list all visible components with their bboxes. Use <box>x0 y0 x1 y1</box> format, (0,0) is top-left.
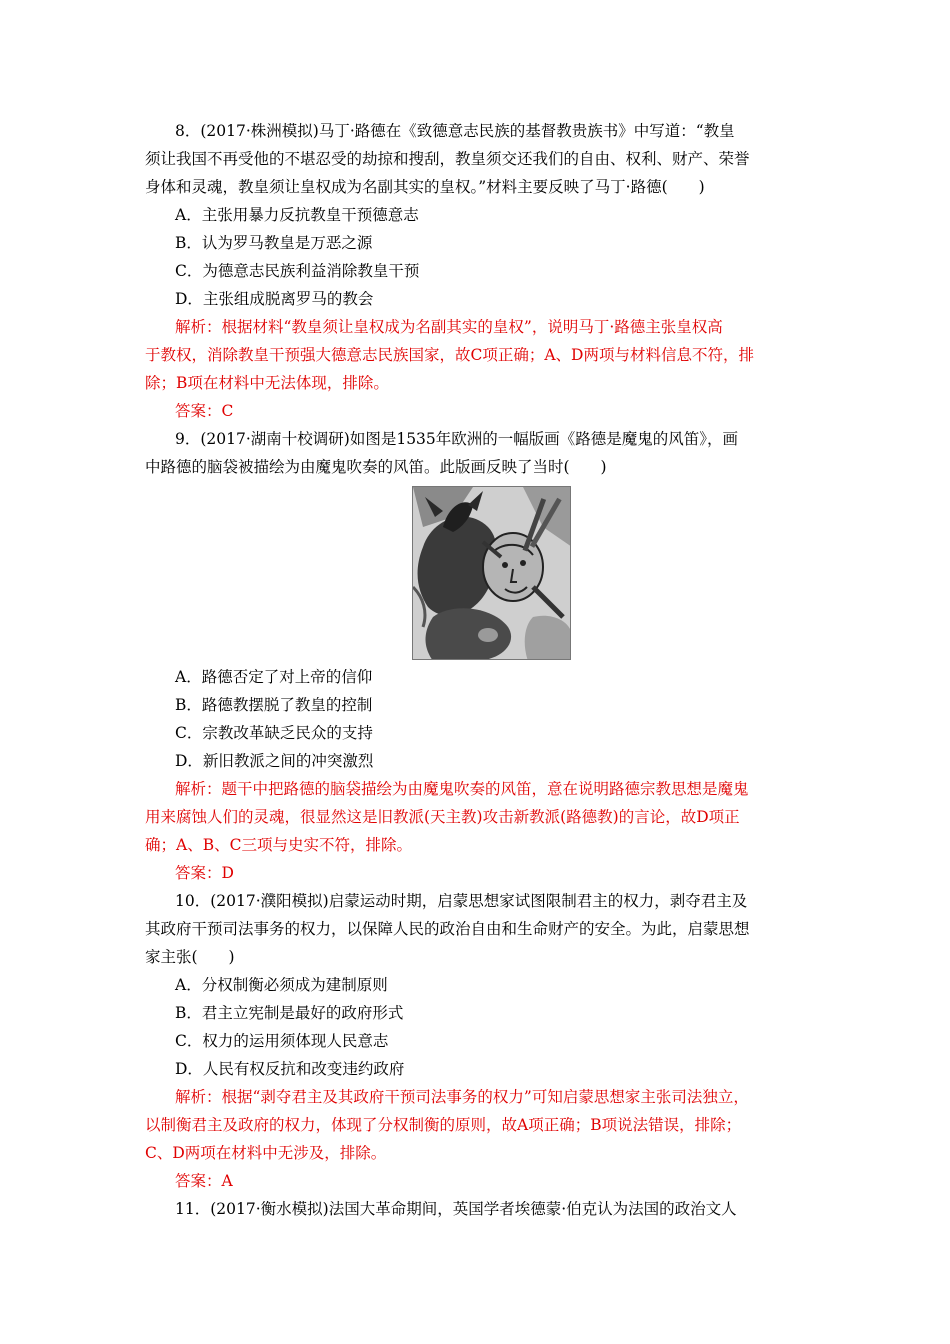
woodcut-illustration <box>412 486 571 660</box>
q10-analysis-line-2: 以制衡君主及政府的权力，体现了分权制衡的原则，故A项正确；B项说法错误，排除； <box>145 1116 742 1134</box>
q10-option-a: A．分权制衡必须成为建制原则 <box>175 976 388 994</box>
q8-stem-line-2: 须让我国不再受他的不堪忍受的劫掠和搜刮，教皇须交还我们的自由、权利、财产、荣誉 <box>145 150 750 168</box>
q8-option-a: A．主张用暴力反抗教皇干预德意志 <box>175 206 419 224</box>
q9-analysis-line-1: 解析：题干中把路德的脑袋描绘为由魔鬼吹奏的风笛，意在说明路德宗教思想是魔鬼 <box>175 780 749 798</box>
q9-option-a: A．路德否定了对上帝的信仰 <box>175 668 373 686</box>
q10-analysis-line-3: C、D两项在材料中无涉及，排除。 <box>145 1144 387 1162</box>
q9-option-c: C．宗教改革缺乏民众的支持 <box>175 724 373 742</box>
q9-stem-line-1: 9．(2017·湖南十校调研)如图是1535年欧洲的一幅版画《路德是魔鬼的风笛》，画 <box>175 430 739 448</box>
q11-stem-line-1: 11．(2017·衡水模拟)法国大革命期间，英国学者埃德蒙·伯克认为法国的政治文人 <box>175 1200 737 1218</box>
q10-option-b: B．君主立宪制是最好的政府形式 <box>175 1004 404 1022</box>
q8-option-d: D．主张组成脱离罗马的教会 <box>175 290 374 308</box>
q8-stem-line-1: 8．(2017·株洲模拟)马丁·路德在《致德意志民族的基督教贵族书》中写道：“教皇 <box>175 122 735 140</box>
q8-option-b: B．认为罗马教皇是万恶之源 <box>175 234 373 252</box>
q9-answer: 答案：D <box>175 864 234 882</box>
q10-stem-line-1: 10．(2017·濮阳模拟)启蒙运动时期，启蒙思想家试图限制君主的权力，剥夺君主及 <box>175 892 748 910</box>
q9-option-b: B．路德教摆脱了教皇的控制 <box>175 696 373 714</box>
woodcut-drawing <box>413 487 571 660</box>
q8-option-c: C．为德意志民族利益消除教皇干预 <box>175 262 420 280</box>
q8-answer: 答案：C <box>175 402 234 420</box>
q10-analysis-line-1: 解析：根据“剥夺君主及其政府干预司法事务的权力”可知启蒙思想家主张司法独立， <box>175 1088 749 1106</box>
q10-stem-line-2: 其政府干预司法事务的权力，以保障人民的政治自由和生命财产的安全。为此，启蒙思想 <box>145 920 750 938</box>
q8-analysis-line-3: 除；B项在材料中无法体现，排除。 <box>145 374 389 392</box>
q9-stem-line-2: 中路德的脑袋被描绘为由魔鬼吹奏的风笛。此版画反映了当时( ) <box>145 458 607 476</box>
q10-answer: 答案：A <box>175 1172 233 1190</box>
q8-analysis-line-2: 于教权，消除教皇干预强大德意志民族国家，故C项正确；A、D两项与材料信息不符，排 <box>145 346 754 364</box>
q10-option-d: D．人民有权反抗和改变违约政府 <box>175 1060 405 1078</box>
q8-stem-line-3: 身体和灵魂，教皇须让皇权成为名副其实的皇权。”材料主要反映了马丁·路德( ) <box>145 178 705 196</box>
q10-option-c: C．权力的运用须体现人民意志 <box>175 1032 389 1050</box>
q9-analysis-line-3: 确；A、B、C三项与史实不符，排除。 <box>145 836 412 854</box>
q10-stem-line-3: 家主张( ) <box>145 948 235 966</box>
q9-option-d: D．新旧教派之间的冲突激烈 <box>175 752 374 770</box>
q9-analysis-line-2: 用来腐蚀人们的灵魂，很显然这是旧教派(天主教)攻击新教派(路德教)的言论，故D项正 <box>145 808 740 826</box>
q8-analysis-line-1: 解析：根据材料“教皇须让皇权成为名副其实的皇权”，说明马丁·路德主张皇权高 <box>175 318 723 336</box>
